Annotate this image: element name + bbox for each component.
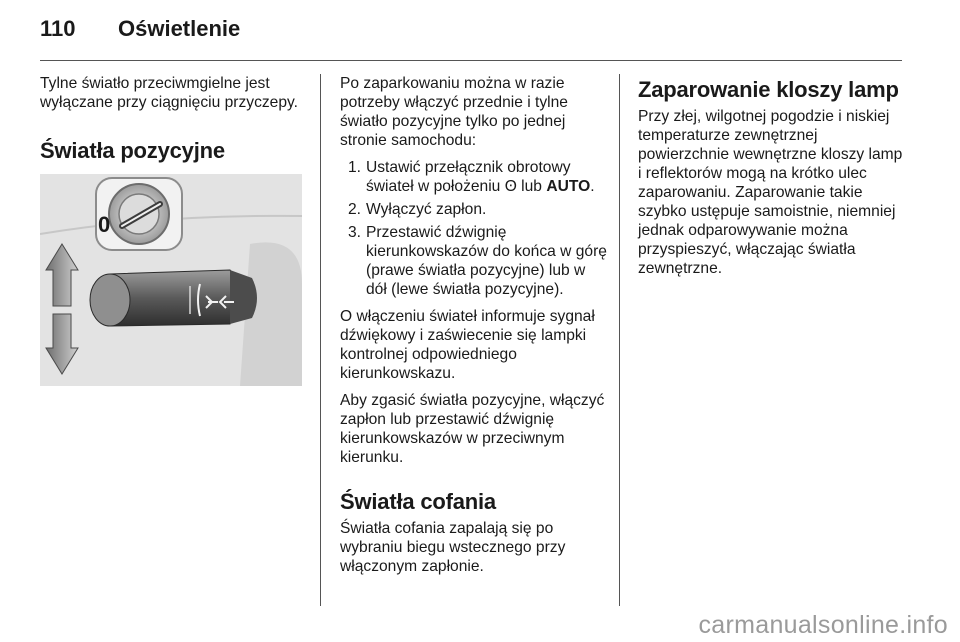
- watermark: carmanualsonline.info: [698, 611, 948, 639]
- list-item: 2. Wyłączyć zapłon.: [348, 201, 487, 218]
- fog-light-note: Tylne światło przeciwmgielne jest wyłączane przy ciągnięciu przyczepy.: [40, 75, 298, 111]
- list-item: 3. Przestawić dźwignię kierunkowskazów do końca w górę (prawe światła pozycyjne) lub w dół (lewe światła pozycyjne).: [348, 224, 607, 298]
- column-divider: [320, 74, 321, 606]
- reversing-lights-text: Światła cofania zapalają się po wybraniu biegu wstecznego przy włączonym zapłonie.: [340, 520, 566, 575]
- rotary-light-switch-icon: [96, 178, 182, 250]
- section-heading-parking-lights: Światła pozycyjne: [40, 138, 225, 163]
- column-1: [40, 74, 308, 386]
- header-rule: [40, 60, 902, 61]
- indicator-lever-icon: [90, 270, 257, 326]
- parking-intro: Po zaparkowaniu można w razie potrzeby włączyć przednie i tylne światło pozycyjne tylko po jednej stronie samochodu:: [340, 75, 568, 149]
- column-divider: [619, 74, 620, 606]
- section-heading-reversing-lights: Światła cofania: [340, 489, 496, 514]
- running-title: Oświetlenie: [118, 16, 241, 41]
- signal-note: O włączeniu świateł informuje sygnał dźwiękowy i zaświecenie się lampki kontrolnej odpowiedniego kierunkowskazu.: [340, 308, 595, 382]
- list-item: 1. Ustawić przełącznik obrotowy świateł w położeniu ʘ lub AUTO.: [348, 159, 595, 195]
- parking-lights-illustration: [40, 174, 302, 386]
- auto-label: AUTO: [546, 178, 591, 195]
- page-header: [0, 0, 960, 62]
- fogged-lenses-text: Przy złej, wilgotnej pogodzie i niskiej temperaturze zewnętrznej powierzchnie wewnętrzne kloszy lamp i reflektorów mogą na krótko ulec zaparowaniu. Zaparowanie takie szybko ustępuje samoistnie, niemniej jednak odparowywanie można przyspieszyć, włączając światła zewnętrzne.: [638, 108, 903, 277]
- light-switch-symbol-icon: ʘ: [504, 178, 517, 195]
- turn-off-note: Aby zgasić światła pozycyjne, włączyć zapłon lub przestawić dźwignię kierunkowskazów w przeciwnym kierunku.: [340, 392, 605, 466]
- column-2: [340, 74, 608, 584]
- column-3: [638, 74, 908, 286]
- zero-position-label: 0: [98, 212, 111, 237]
- steps-list: [340, 158, 608, 299]
- section-heading-fogged-lenses: Zaparowanie kloszy lamp: [638, 77, 899, 102]
- page-number: 110: [40, 16, 76, 41]
